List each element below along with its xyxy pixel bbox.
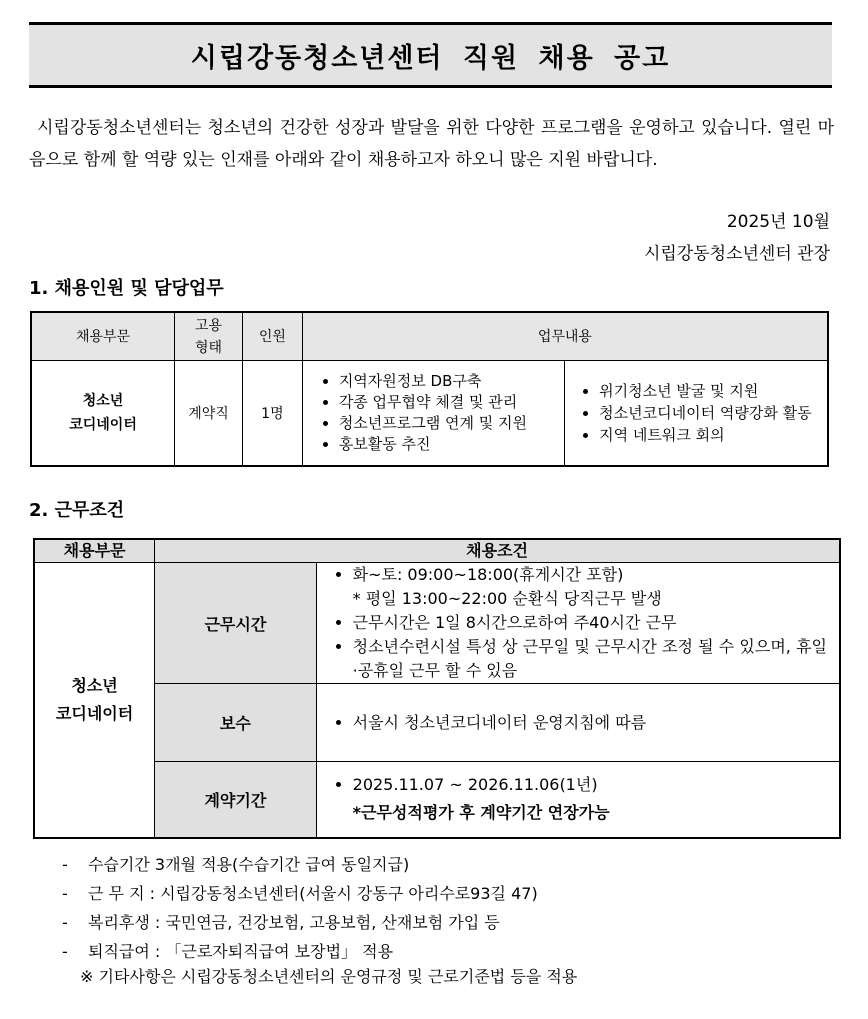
note-dash: - bbox=[62, 942, 68, 961]
additional-notes bbox=[62, 850, 538, 966]
signature: 시립강동청소년센터 관장 bbox=[643, 244, 830, 264]
cell-contract bbox=[316, 762, 840, 838]
list-item: • 각종 업무협약 체결 및 관리 bbox=[339, 392, 564, 413]
footnote: ※ 기타사항은 시립강동청소년센터의 운영규정 및 근로기준법 등을 적용 bbox=[80, 967, 578, 986]
dept-line1: 청소년 bbox=[82, 393, 124, 409]
list-item bbox=[62, 937, 538, 966]
header-dept: 채용부문 bbox=[34, 539, 155, 563]
list-item: • 청소년수련시설 특성 상 근무일 및 근무시간 조정 될 수 있으며, 휴일·공휴일 근무 할 수 있음 bbox=[353, 635, 827, 683]
cell-type: 계약직 bbox=[175, 361, 243, 467]
cell-duties-right bbox=[565, 361, 828, 467]
dept-line1: 청소년 bbox=[71, 675, 118, 695]
note-text: 복리후생 : 국민연금, 건강보험, 고용보험, 산재보험 가입 등 bbox=[88, 913, 500, 932]
cell-count: 1명 bbox=[242, 361, 302, 467]
document-title: 시립강동청소년센터 직원 채용 공고 bbox=[190, 42, 671, 74]
dept-line2: 코디네이터 bbox=[55, 703, 134, 723]
list-item: • 청소년프로그램 연계 및 지원 bbox=[339, 413, 564, 434]
list-item: • 화~토: 09:00~18:00(휴게시간 포함) bbox=[353, 563, 827, 587]
positions-table bbox=[30, 311, 829, 467]
list-item bbox=[62, 908, 538, 937]
list-item: • 2025.11.07 ~ 2026.11.06(1년) bbox=[353, 771, 827, 799]
duties-right-list bbox=[565, 380, 827, 446]
header-duties: 업무내용 bbox=[302, 312, 828, 361]
cell-dept bbox=[34, 563, 155, 838]
header-count: 인원 bbox=[242, 312, 302, 361]
hours-list bbox=[317, 563, 839, 683]
header-type bbox=[175, 312, 243, 361]
table-header-row bbox=[34, 539, 840, 563]
header-type-label: 고용형태 bbox=[194, 317, 223, 356]
cell-dept bbox=[31, 361, 175, 467]
contract-list bbox=[317, 771, 839, 827]
list-item: • 지역 네트워크 회의 bbox=[599, 424, 827, 446]
table-row bbox=[34, 563, 840, 684]
table-row bbox=[31, 361, 828, 467]
title-box bbox=[29, 22, 832, 88]
contract-note: *근무성적평가 후 계약기간 연장가능 bbox=[352, 803, 610, 823]
list-item bbox=[62, 850, 538, 879]
list-item-sub: * 평일 13:00~22:00 순환식 당직근무 발생 bbox=[352, 589, 662, 608]
list-item: • 홍보활동 추진 bbox=[339, 434, 564, 455]
label-contract: 계약기간 bbox=[155, 762, 317, 838]
note-text: 수습기간 3개월 적용(수습기간 급여 동일지급) bbox=[88, 855, 410, 874]
label-pay: 보수 bbox=[155, 684, 317, 762]
table-row bbox=[34, 762, 840, 838]
header-dept: 채용부문 bbox=[31, 312, 175, 361]
list-item: • 근무시간은 1일 8시간으로하여 주40시간 근무 bbox=[353, 611, 827, 635]
section-heading-conditions: 2. 근무조건 bbox=[29, 500, 125, 521]
list-item: • 위기청소년 발굴 및 지원 bbox=[599, 380, 827, 402]
note-text: 근 무 지 : 시립강동청소년센터(서울시 강동구 아리수로93길 47) bbox=[88, 884, 538, 903]
announcement-date: 2025년 10월 bbox=[726, 212, 830, 232]
list-item bbox=[62, 879, 538, 908]
note-dash: - bbox=[62, 855, 68, 874]
list-item: • 청소년코디네이터 역량강화 활동 bbox=[599, 402, 827, 424]
duties-left-list bbox=[303, 371, 564, 455]
list-item: • 서울시 청소년코디네이터 운영지침에 따름 bbox=[353, 711, 827, 735]
list-item: • 지역자원정보 DB구축 bbox=[339, 371, 564, 392]
cell-duties-left bbox=[302, 361, 564, 467]
note-dash: - bbox=[62, 913, 68, 932]
intro-paragraph: 시립강동청소년센터는 청소년의 건강한 성장과 발달을 위한 다양한 프로그램을 운영하고 있습니다. 열린 마음으로 함께 할 역량 있는 인재를 아래와 같이 채용하고자 하오니 많은 지원 바랍니다. bbox=[29, 118, 834, 170]
header-conditions: 채용조건 bbox=[155, 539, 840, 563]
cell-pay bbox=[316, 684, 840, 762]
dept-line2: 코디네이터 bbox=[69, 417, 137, 433]
section-heading-positions: 1. 채용인원 및 담당업무 bbox=[29, 278, 224, 299]
note-text: 퇴직급여 : 「근로자퇴직급여 보장법」 적용 bbox=[88, 942, 394, 961]
conditions-table bbox=[33, 538, 841, 839]
note-dash: - bbox=[62, 884, 68, 903]
pay-list bbox=[317, 711, 839, 735]
label-hours: 근무시간 bbox=[155, 563, 317, 684]
cell-hours bbox=[316, 563, 840, 684]
table-row bbox=[34, 684, 840, 762]
table-header-row bbox=[31, 312, 828, 361]
